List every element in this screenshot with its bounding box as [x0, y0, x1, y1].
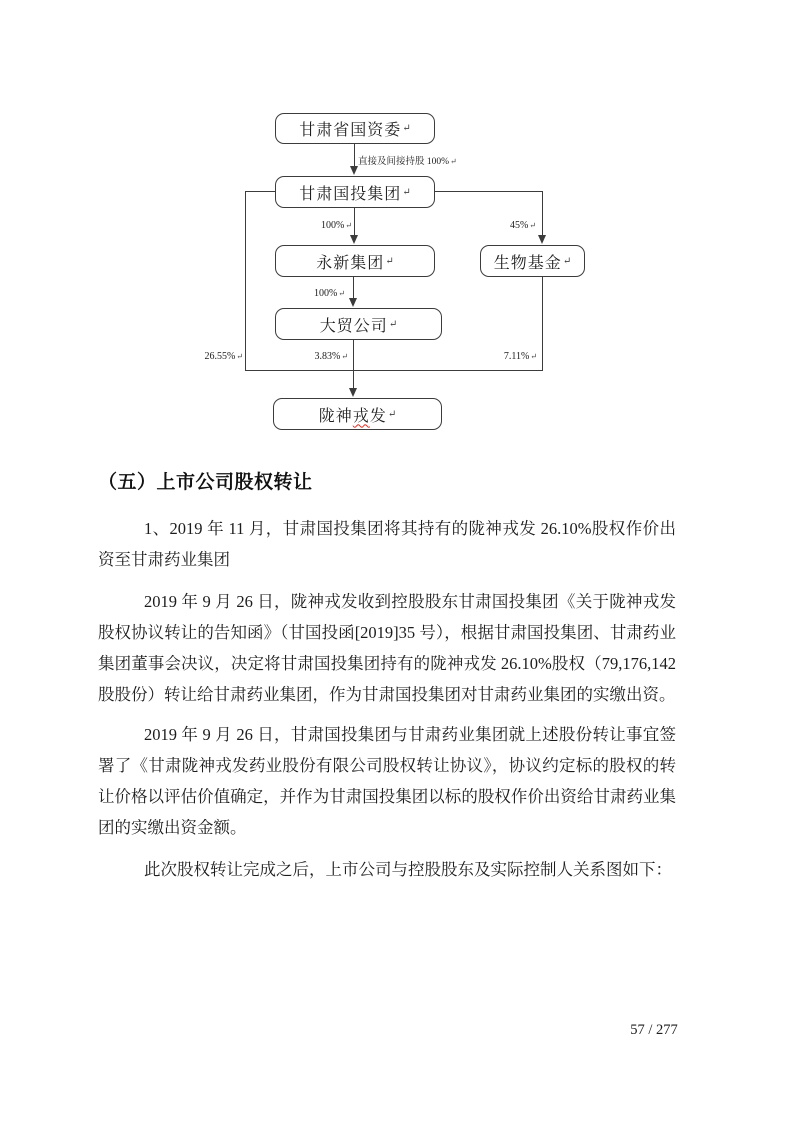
- spellcheck-wavy-underline: 戎: [352, 407, 370, 425]
- node-yongxin-group: [275, 245, 435, 277]
- node-damao-company: [275, 308, 442, 340]
- paragraph-mark-icon: ↵: [236, 352, 243, 361]
- edge-label-text: 直接及间接持股 100%: [358, 157, 450, 167]
- paragraph-mark-icon: ↵: [341, 352, 348, 361]
- paragraph-3: 2019 年 9 月 26 日，甘肃国投集团与甘肃药业集团就上述股份转让事宜签署了《甘肃陇神戎发药业股份有限公司股权转让协议》，协议约定标的股权的转让价格以评估价值确定，并作为甘肃国投集团以标的股权作价出资给甘肃药业集团的实缴出资金额。: [98, 725, 676, 837]
- node-bio-fund: [480, 245, 585, 277]
- paragraph-mark-icon: ↵: [402, 186, 411, 198]
- section-heading: （五）上市公司股权转让: [98, 472, 313, 493]
- edge-label-gtjt-swjj-45: [494, 220, 536, 231]
- paragraph-mark-icon: ↵: [387, 408, 397, 420]
- node-label: 大贸公司: [319, 317, 388, 335]
- arrow-down-icon: [350, 166, 358, 175]
- edge-label-gtjt-yxjt-100: [307, 220, 352, 231]
- connector-line: [353, 277, 354, 298]
- paragraph-1: 1、2019 年 11 月，甘肃国投集团将其持有的陇神戎发 26.10%股权作价出资至甘肃药业集团: [98, 519, 676, 569]
- node-longshen-rongfa: [273, 398, 442, 430]
- connector-line: [435, 191, 543, 192]
- node-label: [319, 403, 387, 426]
- node-gansu-guotou-group: [275, 176, 435, 208]
- edge-label-text: 26.55%: [204, 351, 236, 362]
- paragraph-mark-icon: ↵: [530, 352, 537, 361]
- node-label: 甘肃国投集团: [299, 185, 402, 203]
- edge-label-swjj-lssf-711: [503, 351, 537, 362]
- node-gansu-sasac: [275, 113, 435, 144]
- edge-label-text: 45%: [509, 220, 529, 231]
- paragraph-mark-icon: ↵: [402, 123, 411, 134]
- edge-label-text: 100%: [313, 288, 338, 299]
- connector-line: [542, 191, 543, 235]
- node-label: 甘肃省国资委: [299, 122, 402, 139]
- edge-label-gtjt-lssf-2655: [196, 351, 243, 362]
- node-label: 永新集团: [316, 254, 385, 272]
- edge-label-text: 7.11%: [503, 351, 530, 362]
- paragraph-2: 2019 年 9 月 26 日，陇神戎发收到控股股东甘肃国投集团《关于陇神戎发股权协议转让的告知函》（甘国投函[2019]35 号），根据甘肃国投集团、甘肃药业集团董事会决议，决定将甘肃国投集团持有的陇神戎发 26.10%股权（79,176,142 股股份）转让给甘肃药业集团，作为甘肃国投集团对甘肃药业集团的实缴出资。: [98, 592, 676, 704]
- arrow-down-icon: [350, 235, 358, 244]
- node-label: 生物基金: [493, 254, 562, 272]
- arrow-down-icon: [349, 388, 357, 397]
- paragraph-4: 此次股权转让完成之后，上市公司与控股股东及实际控制人关系图如下：: [144, 860, 672, 879]
- node-label-part: 发: [369, 407, 387, 425]
- edge-label-text: 100%: [320, 220, 345, 231]
- connector-line: [245, 191, 246, 371]
- paragraph-mark-icon: ↵: [338, 289, 345, 298]
- edge-label-yxjt-dmgs-100: [300, 288, 345, 299]
- node-label-part: 陇神: [318, 407, 353, 425]
- connector-line: [353, 340, 354, 388]
- paragraph-mark-icon: ↵: [450, 157, 457, 166]
- connector-line: [354, 144, 355, 166]
- connector-line: [354, 208, 355, 235]
- arrow-down-icon: [538, 235, 546, 244]
- paragraph-mark-icon: ↵: [345, 221, 352, 230]
- edge-label-direct-indirect-holding: [358, 153, 457, 167]
- connector-line: [245, 370, 543, 371]
- edge-label-dmgs-lssf-383: [303, 351, 348, 362]
- arrow-down-icon: [349, 298, 357, 307]
- edge-label-text: 3.83%: [314, 351, 341, 362]
- page-number: 57 / 277: [630, 1022, 678, 1038]
- connector-line: [245, 191, 275, 192]
- org-chart: [0, 0, 793, 440]
- paragraph-mark-icon: ↵: [388, 318, 398, 330]
- connector-line: [542, 277, 543, 371]
- paragraph-mark-icon: ↵: [529, 221, 536, 230]
- paragraph-mark-icon: ↵: [562, 255, 572, 267]
- paragraph-mark-icon: ↵: [385, 255, 394, 267]
